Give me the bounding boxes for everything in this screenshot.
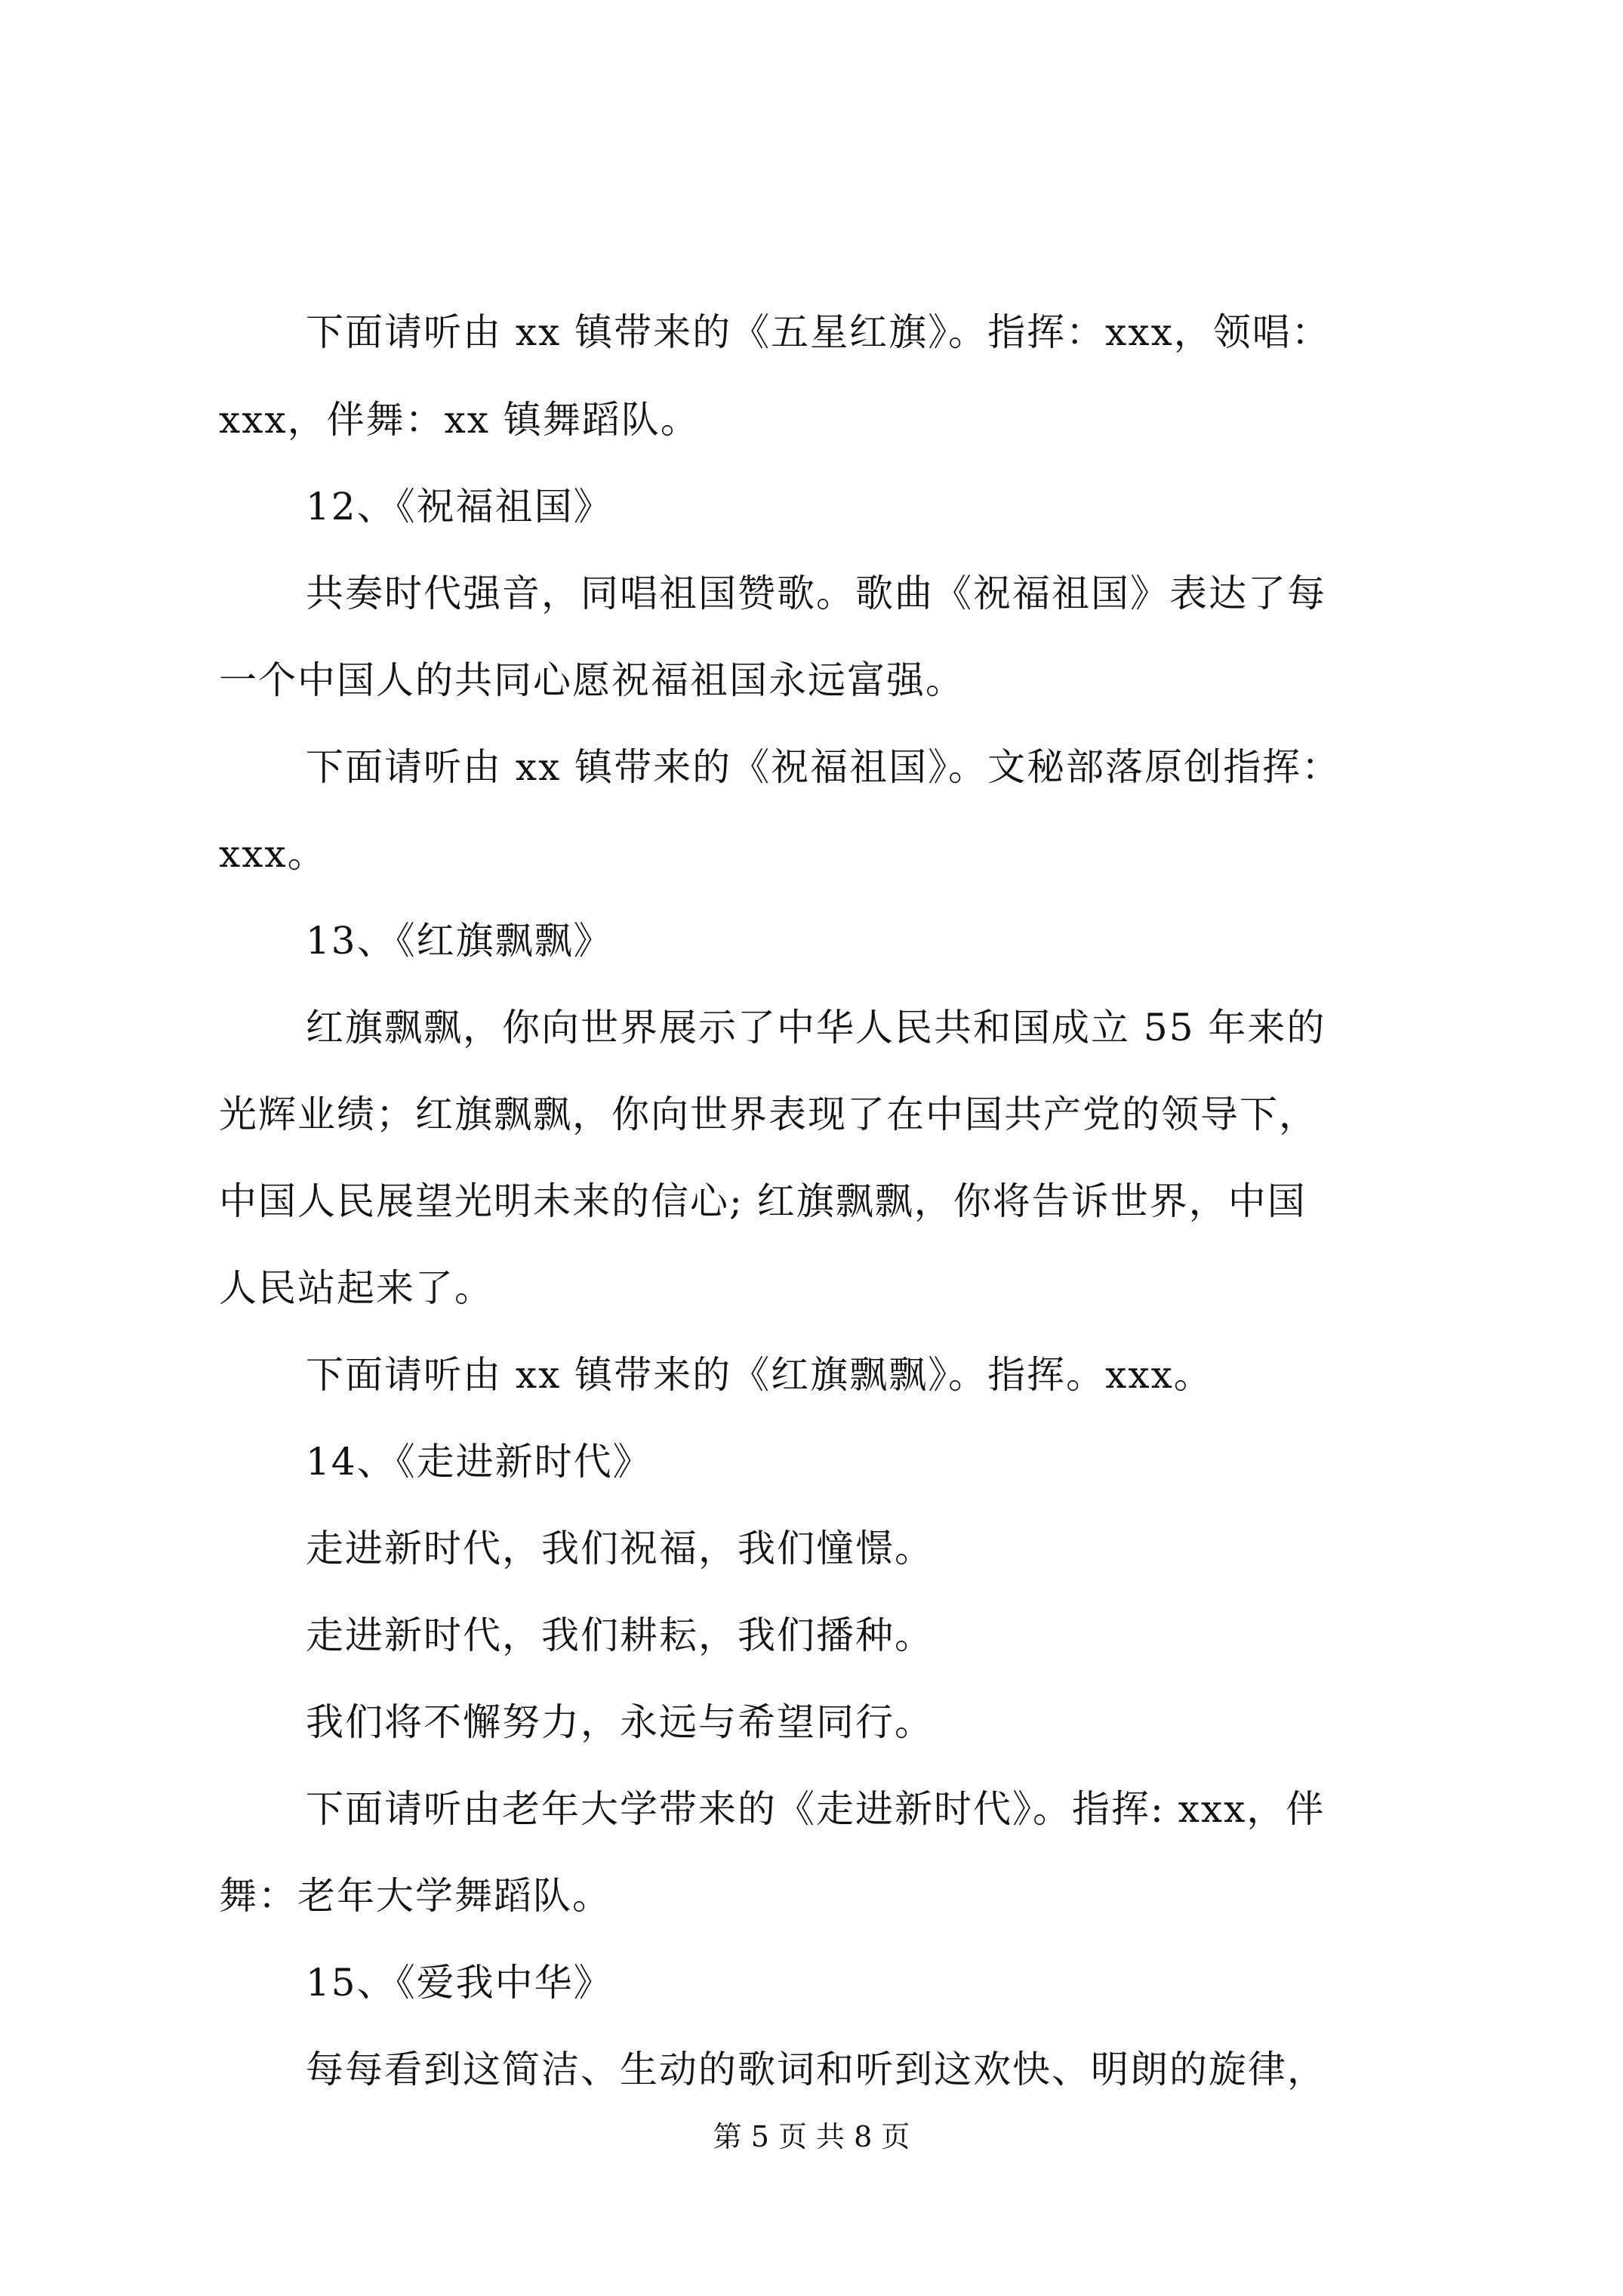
paragraph-line: 共奏时代强音，同唱祖国赞歌。歌曲《祝福祖国》表达了每 [306,572,1326,615]
paragraph-line: xxx。 [219,832,327,876]
section-heading: 13、《红旗飘飘》 [306,919,613,963]
paragraph-line: 下面请听由老年大学带来的《走进新时代》。指挥: xxx，伴 [306,1787,1326,1831]
section-heading: 14、《走进新时代》 [306,1440,652,1484]
paragraph-line: 走进新时代，我们祝福，我们憧憬。 [306,1527,934,1570]
paragraph-line: 红旗飘飘，你向世界展示了中华人民共和国成立 55 年来的 [306,1006,1326,1049]
paragraph-line: 下面请听由 xx 镇带来的《五星红旗》。指挥：xxx，领唱： [306,310,1331,354]
paragraph-line: 走进新时代，我们耕耘，我们播种。 [306,1613,934,1657]
paragraph-line: 我们将不懈努力，永远与希望同行。 [306,1700,934,1744]
paragraph-line: 每每看到这简洁、生动的歌词和听到这欢快、明朗的旋律， [306,2048,1326,2091]
paragraph-line: 下面请听由 xx 镇带来的《红旗飘飘》。指挥。xxx。 [306,1353,1213,1397]
paragraph-line: 光辉业绩；红旗飘飘，你向世界表现了在中国共产党的领导下， [219,1093,1318,1136]
paragraph-line: 人民站起来了。 [219,1266,494,1310]
page-number-footer: 第 5 页 共 8 页 [713,2120,910,2153]
paragraph-line: 舞：老年大学舞蹈队。 [219,1874,611,1918]
section-heading: 15、《爱我中华》 [306,1961,613,2005]
paragraph-line: 下面请听由 xx 镇带来的《祝福祖国》。文秘部落原创指挥： [306,745,1341,789]
paragraph-line: 一个中国人的共同心愿祝福祖国永远富强。 [219,658,965,702]
section-heading: 12、《祝福祖国》 [306,485,613,529]
paragraph-line: xxx，伴舞：xx 镇舞蹈队。 [219,398,700,442]
paragraph-line: 中国人民展望光明未来的信心; 红旗飘飘，你将告诉世界，中国 [219,1179,1307,1223]
